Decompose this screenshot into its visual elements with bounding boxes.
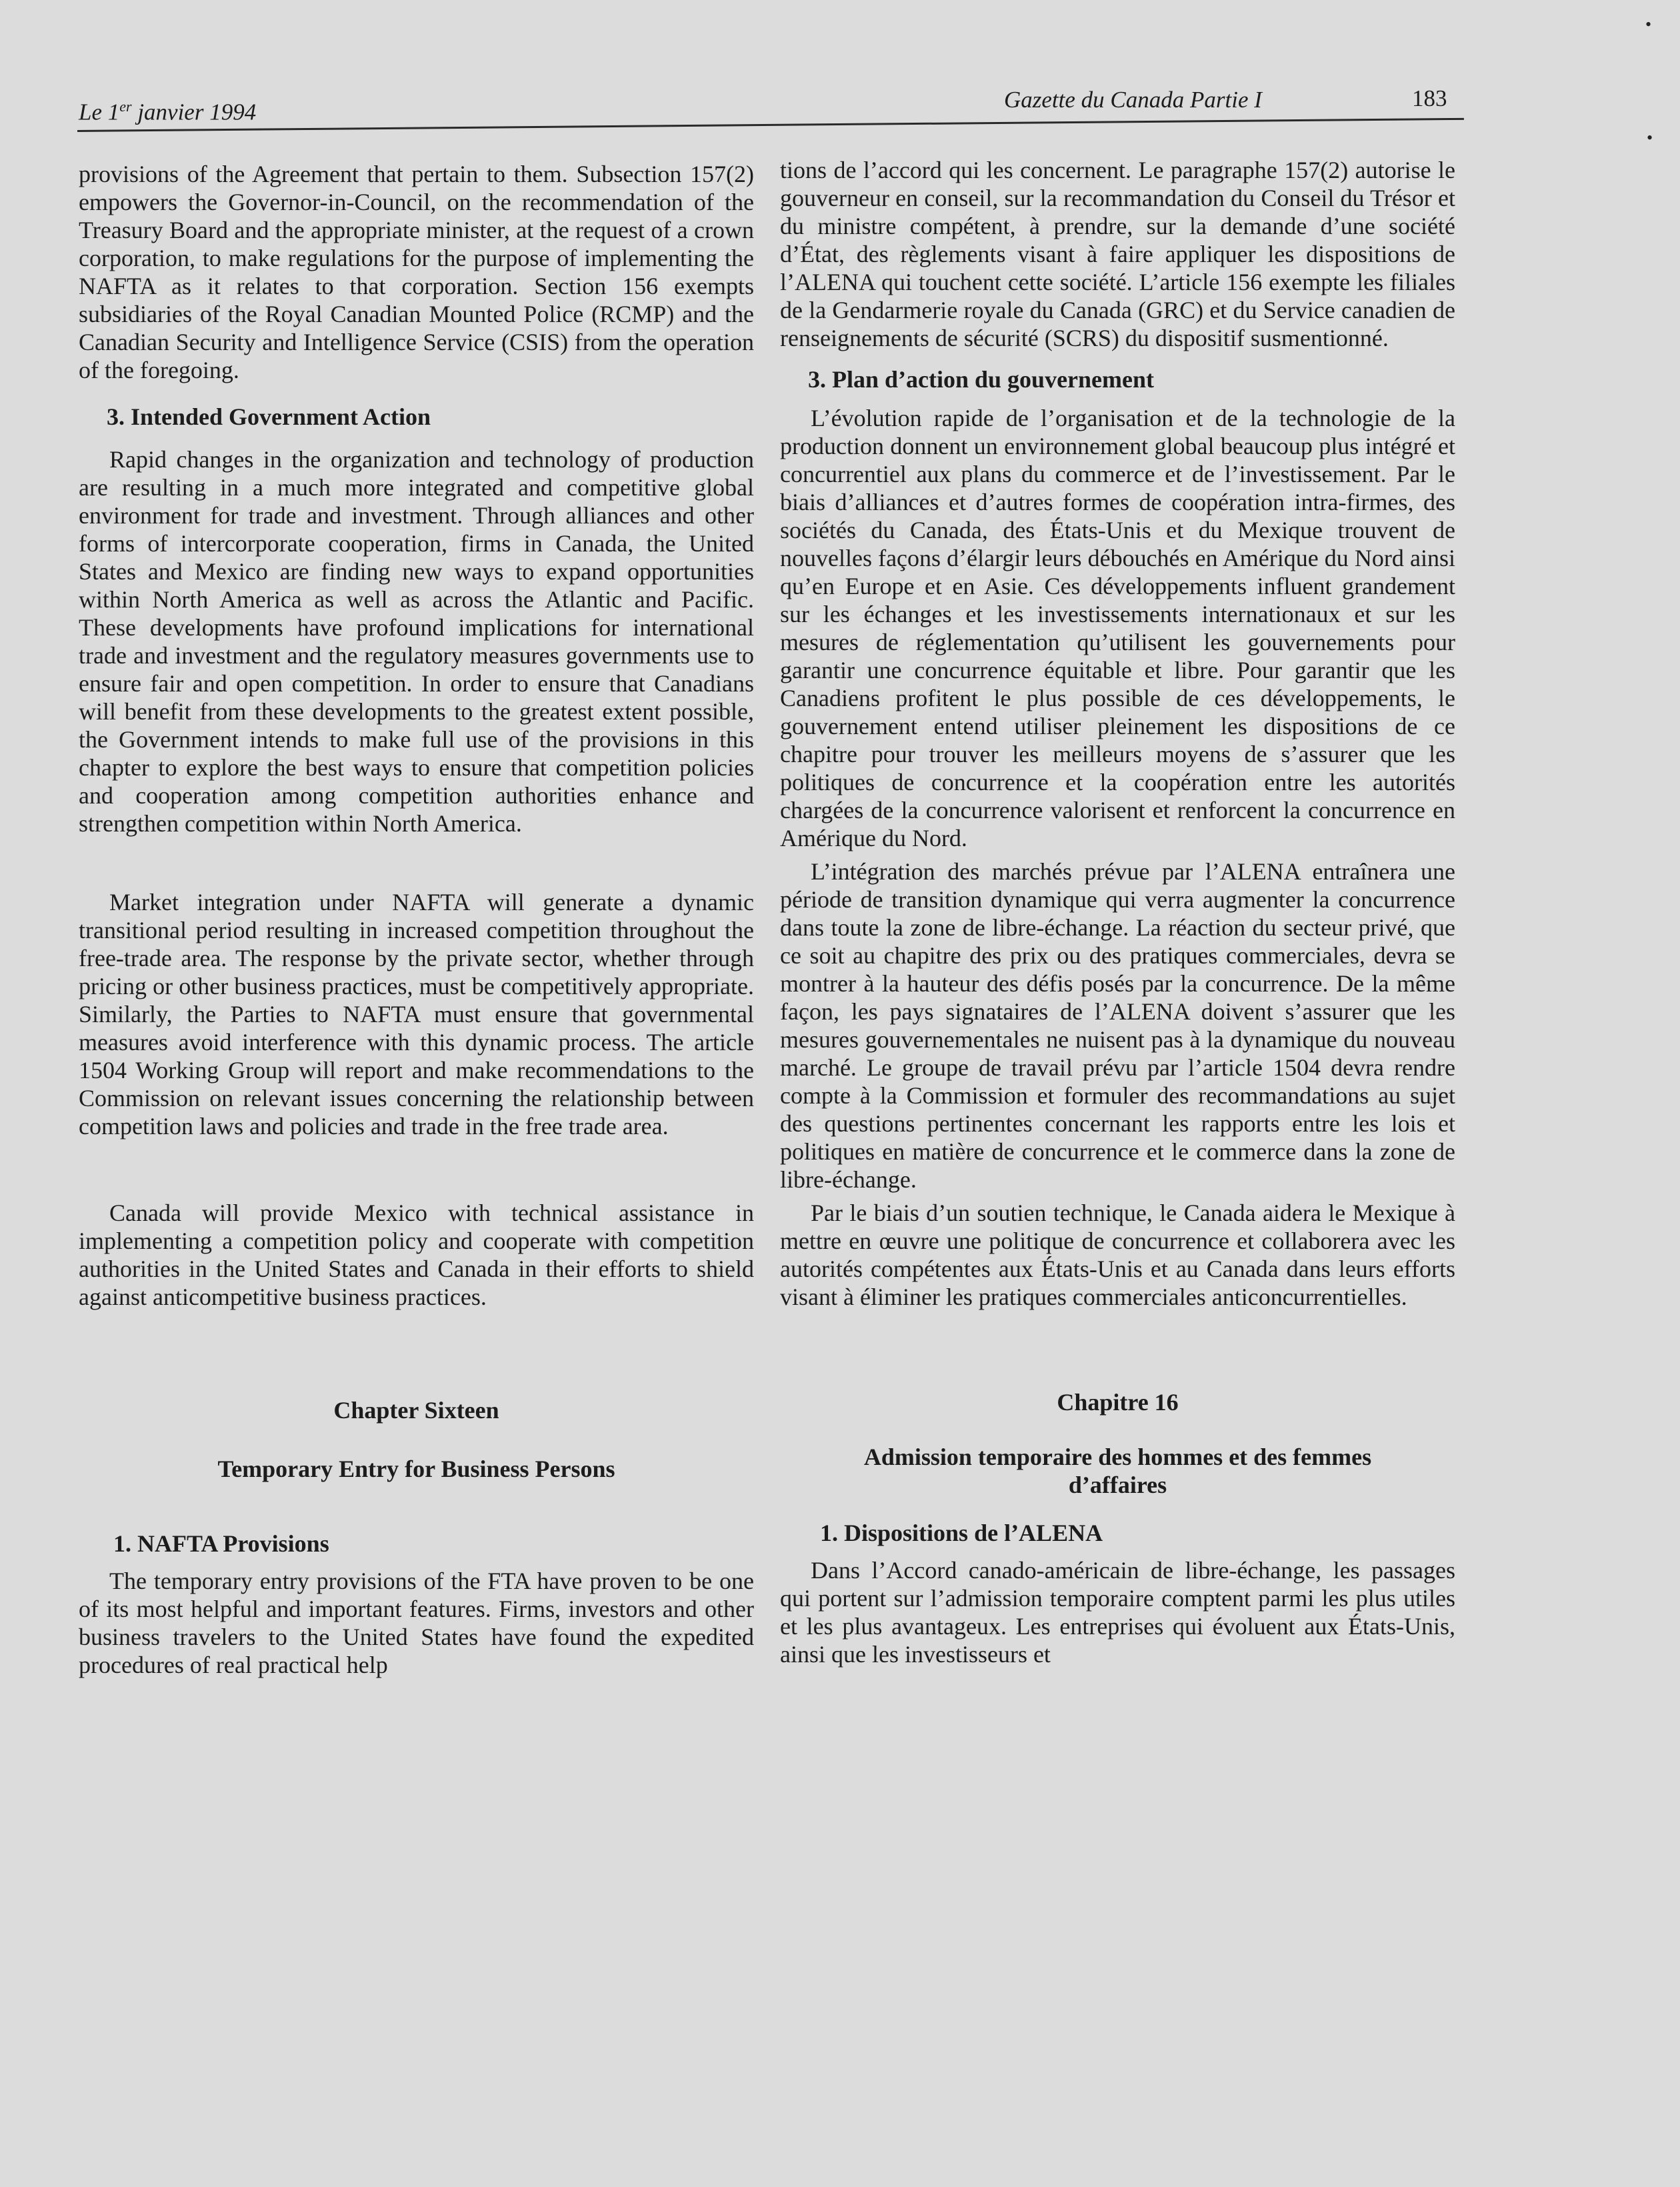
- english-column: [79, 160, 754, 1679]
- chapter-title-line: d’affaires: [1068, 1472, 1167, 1498]
- paragraph: The temporary entry provisions of the FTA have proven to be one of its most helpful and important features. Firms, investors and other business travelers to the United States have found the expedited procedures of real practical help: [79, 1568, 754, 1678]
- header-rule: [77, 118, 1464, 132]
- date-superscript: er: [119, 98, 132, 115]
- scan-speck-icon: •: [1645, 15, 1652, 34]
- date-suffix: janvier 1994: [131, 99, 257, 125]
- chapter-heading: Chapitre 16: [1057, 1389, 1179, 1416]
- section-heading: 1. Dispositions de l’ALENA: [820, 1520, 1103, 1546]
- date-prefix: Le 1: [79, 99, 120, 125]
- scan-speck-icon: •: [1647, 128, 1653, 147]
- paragraph: provisions of the Agreement that pertain to them. Subsection 157(2) empowers the Governor-in-Council, on the recommendation of the Treasury Board and the appropriate minister, at the request of a crown corporation, to make regulations for the purpose of implementing the NAFTA as it relates to that corporation. Section 156 exempts subsidiaries of the Royal Canadian Mounted Police (RCMP) and the Canadian Security and Intelligence Service (CSIS) from the operation of the foregoing.: [79, 161, 754, 383]
- paragraph: Dans l’Accord canado-américain de libre-échange, les passages qui portent sur l’admission temporaire comptent parmi les plus utiles et les plus avantageux. Les entreprises qui évoluent aux États-Unis, ainsi que les investisseurs et: [780, 1557, 1455, 1668]
- chapter-title: [780, 1443, 1455, 1499]
- section-heading: 3. Plan d’action du gouvernement: [808, 366, 1155, 393]
- paragraph: tions de l’accord qui les concernent. Le paragraphe 157(2) autorise le gouverneur en conseil, sur la recommandation du Conseil du Trésor et du ministre compétent, à prendre, sur la demande d’une société d’État, des règlements visant à faire appliquer les dispositions de l’ALENA qui touchent cette société. L’article 156 exempte les filiales de la Gendarmerie royale du Canada (GRC) et du Service canadien de renseignements de sécurité (SCRS) du dispositif susmentionné.: [780, 157, 1455, 351]
- paragraph: Rapid changes in the organization and technology of production are resulting in a much more integrated and competitive global environment for trade and investment. Through alliances and other forms of intercorporate cooperation, firms in Canada, the United States and Mexico are finding new ways to expand opportunities within North America as well as across the Atlantic and Pacific. These developments have profound implications for international trade and investment and the regulatory measures governments use to ensure fair and open competition. In order to ensure that Canadians will benefit from these developments to the greatest extent possible, the Government intends to make full use of the provisions in this chapter to explore the best ways to ensure that competition policies and cooperation among competition authorities enhance and strengthen competition within North America.: [79, 446, 754, 837]
- paragraph: Canada will provide Mexico with technical assistance in implementing a competition policy and cooperate with competition authorities in the United States and Canada in their efforts to shield against anticompetitive business practices.: [79, 1200, 754, 1310]
- paragraph: L’évolution rapide de l’organisation et de la technologie de la production donnent un environnement global beaucoup plus intégré et concurrentiel aux plans du commerce et de l’investissement. Par le biais d’alliances et d’autres formes de coopération intra-firmes, des sociétés du Canada, des États-Unis et du Mexique trouvent de nouvelles façons d’élargir leurs débouchés en Amérique du Nord ainsi qu’en Europe et en Asie. Ces développements influent grandement sur les échanges et les investissements internationaux et sur les mesures de réglementation qu’utilisent les gouvernements pour garantir une concurrence équitable et libre. Pour garantir que les Canadiens profitent le plus possible de ces développements, le gouvernement entend utiliser pleinement les dispositions de ce chapitre pour trouver les meilleurs moyens de s’assurer que les politiques de concurrence et la coopération entre les autorités chargées de la concurrence valorisent et renforcent la concurrence en Amérique du Nord.: [780, 405, 1455, 851]
- chapter-title-line: Admission temporaire des hommes et des femmes: [863, 1444, 1372, 1470]
- chapter-title: Temporary Entry for Business Persons: [217, 1456, 615, 1482]
- issue-date: [79, 98, 256, 126]
- publication-title: Gazette du Canada Partie I: [1004, 87, 1262, 113]
- section-heading: 3. Intended Government Action: [107, 403, 431, 430]
- paragraph: Par le biais d’un soutien technique, le Canada aidera le Mexique à mettre en œuvre une politique de concurrence et collaborera avec les autorités compétentes aux États-Unis et au Canada dans leurs efforts visant à éliminer les pratiques commerciales anticoncurrentielles.: [780, 1200, 1455, 1310]
- paragraph: Market integration under NAFTA will generate a dynamic transitional period resulting in increased competition throughout the free-trade area. The response by the private sector, whether through pricing or other business practices, must be competitively appropriate. Similarly, the Parties to NAFTA must ensure that governmental measures avoid interference with this dynamic process. The article 1504 Working Group will report and make recommendations to the Commission on relevant issues concerning the relationship between competition laws and policies and trade in the free trade area.: [79, 889, 754, 1140]
- section-heading: 1. NAFTA Provisions: [113, 1530, 329, 1557]
- chapter-heading: Chapter Sixteen: [333, 1397, 499, 1424]
- paragraph: L’intégration des marchés prévue par l’ALENA entraînera une période de transition dynamique qui verra augmenter la concurrence dans toute la zone de libre-échange. La réaction du secteur privé, que ce soit au chapitre des prix ou des pratiques commerciales, devra se montrer à la hauteur des défis posés par la concurrence. De la même façon, les pays signataires de l’ALENA doivent s’assurer que les mesures gouvernementales ne nuisent pas à la dynamique du nouveau marché. Le groupe de travail prévu par l’article 1504 devra rendre compte à la Commission et formuler des recommandations au sujet des questions pertinentes concernant les rapports entre les lois et politiques en matière de concurrence et le commerce dans la zone de libre-échange.: [780, 858, 1455, 1193]
- page-number: 183: [1412, 85, 1447, 111]
- french-column: [780, 156, 1455, 1668]
